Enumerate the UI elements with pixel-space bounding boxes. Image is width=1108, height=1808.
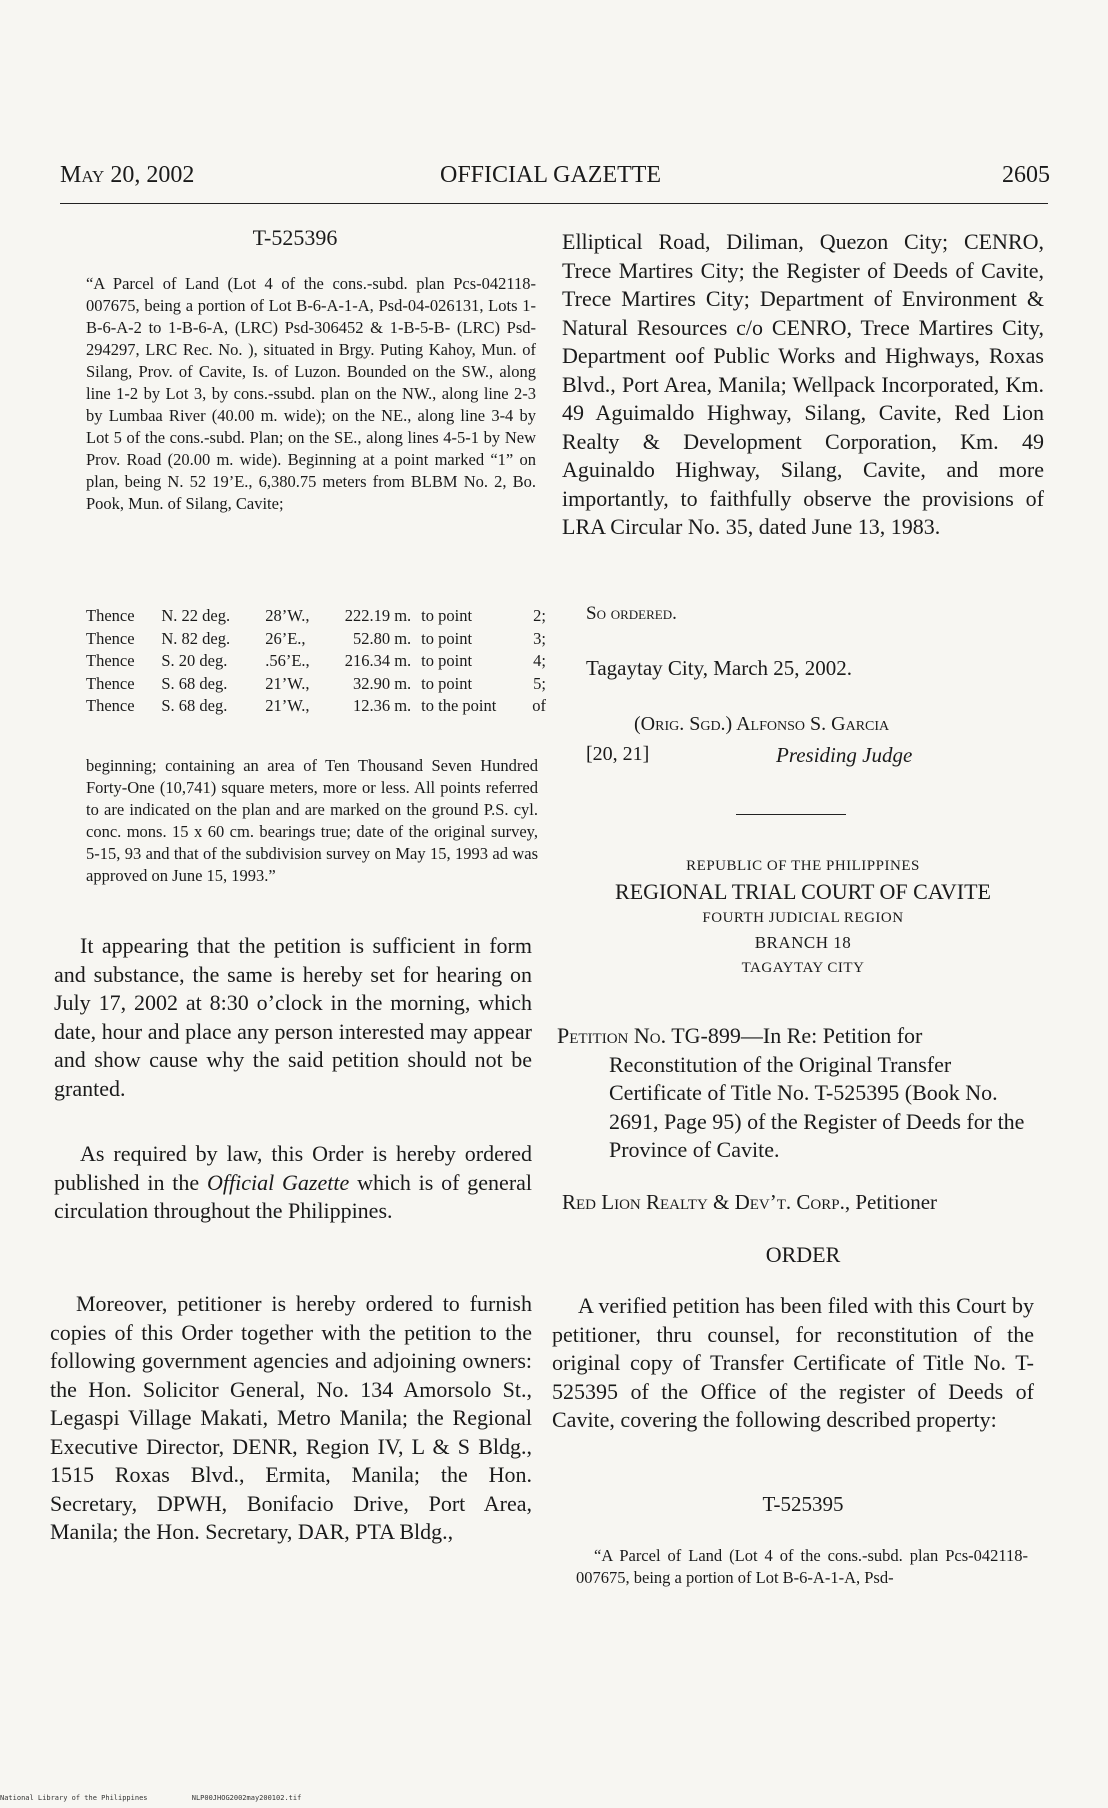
presiding-judge-title: Presiding Judge (776, 743, 913, 767)
signature-line (634, 713, 1054, 736)
header-rule (60, 203, 1048, 204)
official-gazette-italic: Official Gazette (207, 1169, 350, 1195)
running-header (60, 162, 1050, 192)
bearing-dist: 216.34 m. (344, 651, 412, 671)
place-date (586, 656, 1046, 681)
bearing-ang: 28’W., (265, 606, 310, 626)
bearing-dir: S. 68 deg. (161, 673, 228, 693)
judicial-region: FOURTH JUDICIAL REGION (702, 910, 904, 926)
scan-footer (0, 1794, 341, 1802)
bearing-word: Thence (86, 651, 135, 671)
bearing-row (86, 650, 546, 673)
paragraph-verified (552, 1292, 1034, 1435)
so-ordered-text: So ordered. (586, 603, 677, 624)
paragraph-required-a: As required by law, this Order is hereby ordered published in the (54, 1141, 532, 1195)
bearing-pt: 5; (533, 673, 546, 693)
bearing-row (86, 628, 546, 651)
parcel-description: “A Parcel of Land (Lot 4 of the cons.-subd. plan Pcs-042118-007675, being a portion of Lot B-6-A-1-A, Psd-04-026131, Lots 1-B-6-A-2 to 1-B-6-A, (LRC) Psd-306452 & 1-B-5-B- (LRC) Psd-294297, LRC Rec. No. ), situated in Brgy. Puting Kahoy, Mun. of Silang, Prov. of Cavite, Is. of Luzon. Bounded on the SW., along line 1-2 by Lot 3, by cons.-ssubd. plan on the NW., along line 2-3 by Lumbaa River (40.00 m. wide); on the NE., along line 3-4 by Lot 5 of the cons.-subd. Plan; on the SE., along lines 4-5-1 by New Prov. Road (20.00 m. wide). Beginning at a point marked “1” on plan, being N. 52 19’E., 6,380.75 meters from BLBM No. 2, Bo. Pook, Mun. of Silang, Cavite; (86, 274, 536, 513)
bearing-dir: N. 82 deg. (161, 628, 231, 648)
petitioner-line (562, 1190, 1032, 1215)
bearing-word: Thence (86, 673, 135, 693)
paragraph-appearing-text: It appearing that the petition is sufficient in form and substance, the same is hereby set for hearing on July 17, 2002 at 8:30 o’clock in the morning, which date, hour and place any person interested may appear and show cause why the said petition should not be granted. (54, 933, 532, 1101)
left-column (50, 225, 540, 515)
bearing-word: Thence (86, 628, 135, 648)
republic-line: REPUBLIC OF THE PHILIPPINES (686, 858, 920, 874)
petition-caption (557, 1022, 1037, 1165)
petitioner-name: Red Lion Realty & Dev’t. Corp., (562, 1190, 851, 1214)
city-line: TAGAYTAY CITY (741, 960, 865, 976)
header-publication: OFFICIAL GAZETTE (440, 162, 662, 188)
reference-number: [20, 21] (586, 743, 650, 765)
bearing-to: to point (421, 651, 473, 671)
paragraph-required (54, 1140, 532, 1226)
bearing-dist: 222.19 m. (344, 606, 412, 626)
paragraph-continued (562, 228, 1044, 542)
order-heading: ORDER (765, 1242, 841, 1267)
bearing-to: to the point (421, 696, 497, 716)
bearing-ang: 26’E., (265, 628, 306, 648)
parcel-description-2: “A Parcel of Land (Lot 4 of the cons.-subd. plan Pcs-042118-007675, being a portion of Lot B-6-A-1-A, Psd- (576, 1546, 1028, 1587)
bearing-dist: 12.36 m. (352, 696, 412, 716)
area-description: beginning; containing an area of Ten Thousand Seven Hundred Forty-One (10,741) square meters, more or less. All points referred to are indicated on the plan and are marked on the ground P.S. cyl. conc. mons. 15 x 60 cm. bearings true; date of the original survey, 5-15, 93 and that of the subdivision survey on May 15, 1993 ad was approved on June 15, 1993.” (86, 756, 538, 885)
judge-line (586, 743, 1046, 766)
bearing-row (86, 673, 546, 696)
bearing-pt: 3; (533, 628, 546, 648)
bearing-to: to point (421, 673, 473, 693)
court-caption (562, 858, 1044, 977)
petition-text: TG-899—In Re: Petition for Reconstitution of the Original Transfer Certificate of Title No. T-525395 (Book No. 2691, Page 95) of the Register of Deeds for the Province of Cavite. (609, 1023, 1025, 1162)
bearing-row (86, 605, 546, 628)
place-date-text: Tagaytay City, March 25, 2002. (586, 656, 853, 680)
header-date: May 20, 2002 (60, 162, 195, 188)
paragraph-appearing (54, 932, 532, 1103)
bearing-dist: 32.90 m. (352, 673, 412, 693)
bearings-block (86, 605, 546, 718)
area-block (86, 755, 538, 887)
court-name: REGIONAL TRIAL COURT OF CAVITE (615, 879, 991, 904)
parcel-description-2-block (576, 1545, 1028, 1589)
paragraph-moreover (50, 1290, 532, 1547)
bearings-table (86, 605, 546, 718)
bearing-ang: .56’E., (265, 651, 310, 671)
title-number: T-525396 (252, 225, 338, 250)
bearing-dir: N. 22 deg. (161, 606, 231, 626)
petitioner-role: Petitioner (855, 1190, 938, 1214)
bearing-row (86, 695, 546, 718)
paragraph-required-b: which is of general circulation throughout the Philippines. (54, 1169, 533, 1223)
so-ordered (586, 603, 1046, 625)
bearing-dir: S. 20 deg. (161, 651, 228, 671)
bearing-to: to point (421, 606, 473, 626)
file-identifier: NLP00JHOG2002may200102.tif (191, 1794, 302, 1802)
bearing-to: to point (421, 628, 473, 648)
branch-line: BRANCH 18 (754, 933, 852, 952)
library-credit: National Library of the Philippines (0, 1794, 148, 1802)
section-divider (562, 814, 1044, 815)
signature-text: (Orig. Sgd.) Alfonso S. Garcia (634, 713, 890, 735)
bearing-word: Thence (86, 606, 135, 626)
header-page-number: 2605 (1002, 162, 1050, 188)
petition-label: Petition No. (557, 1023, 667, 1048)
paragraph-moreover-text: Moreover, petitioner is hereby ordered to furnish copies of this Order together with the petition to the following government agencies and adjoining owners: the Hon. Solicitor General, No. 134 Amorsolo St., Legaspi Village Makati, Metro Manila; the Regional Executive Director, DENR, Region IV, L & S Bldg., 1515 Roxas Blvd., Ermita, Manila; the Hon. Secretary, DPWH, Bonifacio Drive, Port Area, Manila; the Hon. Secretary, DAR, PTA Bldg., (50, 1291, 532, 1544)
bearing-ang: 21’W., (265, 696, 310, 716)
bearing-dir: S. 68 deg. (161, 696, 228, 716)
paragraph-verified-text: A verified petition has been filed with this Court by petitioner, thru counsel, for reconstitution of the original copy of Transfer Certificate of Title No. T-525395 of the Office of the register of Deeds of Cavite, covering the following described property: (552, 1293, 1034, 1432)
paragraph-continued-text: Elliptical Road, Diliman, Quezon City; CENRO, Trece Martires City; the Register of Deeds of Cavite, Trece Martires City; Department of Environment & Natural Resources c/o CENRO, Trece Martires City, Department oof Public Works and Highways, Roxas Blvd., Port Area, Manila; Wellpack Incorporated, Km. 49 Aguimaldo Highway, Silang, Cavite, Red Lion Realty & Development Corporation, Km. 49 Aguinaldo Highway, Silang, Cavite, and more importantly, to faithfully observe the provisions of LRA Circular No. 35, dated June 13, 1983. (562, 229, 1044, 539)
bearing-pt: 4; (533, 651, 546, 671)
bearing-dist: 52.80 m. (352, 628, 412, 648)
bearing-pt: 2; (533, 606, 546, 626)
bearing-word: Thence (86, 696, 135, 716)
bearing-ang: 21’W., (265, 673, 310, 693)
bearing-pt: of (532, 696, 546, 716)
title-number-2: T-525395 (762, 1492, 844, 1516)
